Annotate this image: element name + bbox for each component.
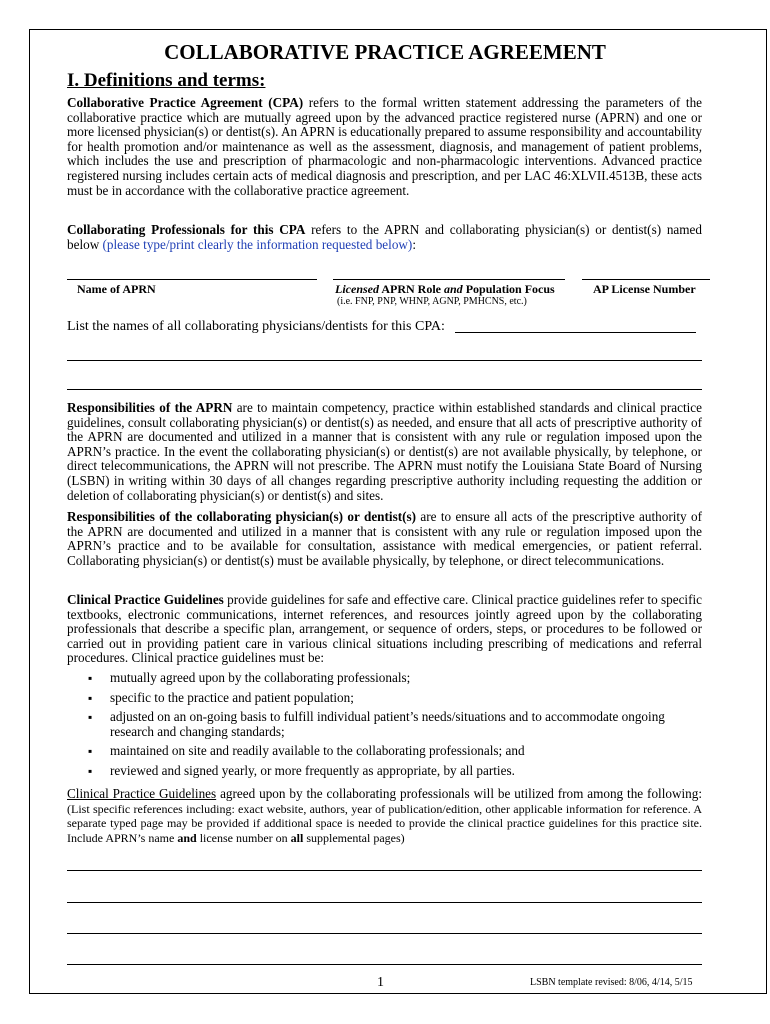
collab-term: Collaborating Professionals for this CPA (67, 222, 306, 237)
list-item: ▪ reviewed and signed yearly, or more frequently as appropriate, by all parties. (88, 764, 698, 779)
cpg-term: Clinical Practice Guidelines (67, 592, 224, 607)
aprn-name-field[interactable] (67, 279, 317, 280)
cpg-requirements-list (88, 671, 698, 784)
role-label-mid: APRN Role (379, 282, 444, 296)
collab-definition (67, 223, 702, 252)
cpg-field-3[interactable] (67, 933, 702, 934)
cpg-used-small2: license number on (196, 830, 291, 845)
collab-instruction: (please type/print clearly the information requested below) (102, 236, 413, 252)
cpg-definition (67, 593, 702, 666)
license-number-field[interactable] (582, 279, 710, 280)
phys-resp-body: are to ensure all acts of the prescriptive authority of the APRN are documented and utilized in a manner that is consistent with any rule or regulation imposed upon the APRN’s practice and to be available for consultation, assistance with medical emergencies, or patient referral. Collaborating physician(s) or dentist(s) must be available physically, by telephone, or direct telecommunications. (67, 509, 702, 568)
aprn-resp-body: are to maintain competency, practice within established standards and clinical practice guidelines, consult collaborating physician(s) or dentist(s) as needed, and ensure that all acts of prescriptive authority of the APRN are documented and utilized in a manner that is consistent with any rule or regulation imposed upon the APRN’s practice. In the event the collaborating physician(s) or dentist(s) are not available physically, by telephone, or direct telecommunications, the APRN will not prescribe. The APRN must notify the Louisiana State Board of Nursing (LSBN) in writing within 30 days of all changes regarding prescriptive authority including requesting the addition or deletion of collaborating physician(s) or dentist(s) and sites. (67, 400, 702, 503)
section-heading: I. Definitions and terms: (67, 70, 266, 91)
aprn-role-example: (i.e. FNP, PNP, WHNP, AGNP, PMHCNS, etc.) (337, 296, 527, 307)
aprn-resp-term: Responsibilities of the APRN (67, 400, 233, 415)
role-label-and: and (444, 282, 463, 296)
list-item: ▪ mutually agreed upon by the collaborating professionals; (88, 671, 698, 686)
aprn-role-label (335, 282, 555, 297)
cpg-utilized (67, 787, 702, 845)
physician-responsibilities (67, 510, 702, 568)
physicians-prompt: List the names of all collaborating physicians/dentists for this CPA: (67, 319, 445, 334)
list-item: ▪ specific to the practice and patient population; (88, 691, 698, 706)
cpg-body: provide guidelines for safe and effective care. Clinical practice guidelines refer to specific textbooks, electronic communications, internet references, and resources jointly agreed upon by the collaborating professionals that describe a specific plan, arrangement, or sequence of orders, steps, or procedures to be followed or carried out in providing patient care in various clinical situations including prescribing of medications and referral procedures. Clinical practice guidelines must be: (67, 592, 703, 666)
cpg-field-1[interactable] (67, 870, 702, 871)
cpa-body: refers to the formal written statement addressing the parameters of the collaborative practice which are mutually agreed upon by the advanced practice registered nurse (APRN) and one or more licensed physician(s) or dentist(s). An APRN is educationally prepared to assume responsibility and accountability for health promotion and/or maintenance as well as the assessment, diagnosis, and management of patient problems, which includes the use and prescription of pharmacologic and non-pharmacologic interventions. Advanced practice registered nursing includes certain acts of medical diagnosis and prescription, and per LAC 46:XLVII.4513B, these acts must be in accordance with the collaborative practice agreement. (67, 95, 703, 198)
cpg-used-term: Clinical Practice Guidelines (67, 786, 217, 801)
page-number: 1 (377, 975, 384, 990)
aprn-name-label: Name of APRN (77, 282, 156, 296)
cpg-used-bold1: and (177, 830, 197, 845)
document-title: COLLABORATIVE PRACTICE AGREEMENT (164, 40, 606, 64)
physicians-field-2[interactable] (67, 360, 702, 361)
cpg-used-bold2: all (290, 830, 304, 845)
revision-note: LSBN template revised: 8/06, 4/14, 5/15 (530, 977, 693, 988)
cpg-used-small1: (List specific references including: exact website, authors, year of publication/edition, other applicable information for reference. A separate typed page may be provided if additional space is needed to provide the clinical practice guidelines for this practice site. Include APRN’s name (67, 801, 702, 845)
cpg-field-2[interactable] (67, 902, 702, 903)
aprn-role-field[interactable] (333, 279, 565, 280)
cpg-field-4[interactable] (67, 964, 702, 965)
phys-resp-term: Responsibilities of the collaborating physician(s) or dentist(s) (67, 509, 417, 524)
role-label-licensed: Licensed (335, 282, 379, 296)
cpg-used-body: agreed upon by the collaborating professionals will be utilized from among the following: (216, 786, 702, 801)
role-label-end: Population Focus (462, 282, 555, 296)
collab-body: refers to the APRN and collaborating physician(s) or dentist(s) named below (67, 222, 702, 252)
aprn-responsibilities (67, 401, 702, 503)
collab-end: : (412, 236, 416, 252)
cpa-term: Collaborative Practice Agreement (67, 95, 263, 110)
cpg-used-small3: supplemental pages) (303, 830, 405, 845)
list-item: ▪ maintained on site and readily available to the collaborating professionals; and (88, 744, 698, 759)
physicians-field-3[interactable] (67, 389, 702, 390)
list-item: ▪ adjusted on an on-going basis to fulfill individual patient’s needs/situations and to accommodate ongoing research and changing standards; (88, 710, 698, 739)
cpa-abbr: (CPA) (262, 95, 304, 110)
physicians-field-1[interactable] (455, 332, 696, 333)
cpa-definition (67, 96, 702, 198)
license-number-label: AP License Number (593, 282, 696, 296)
